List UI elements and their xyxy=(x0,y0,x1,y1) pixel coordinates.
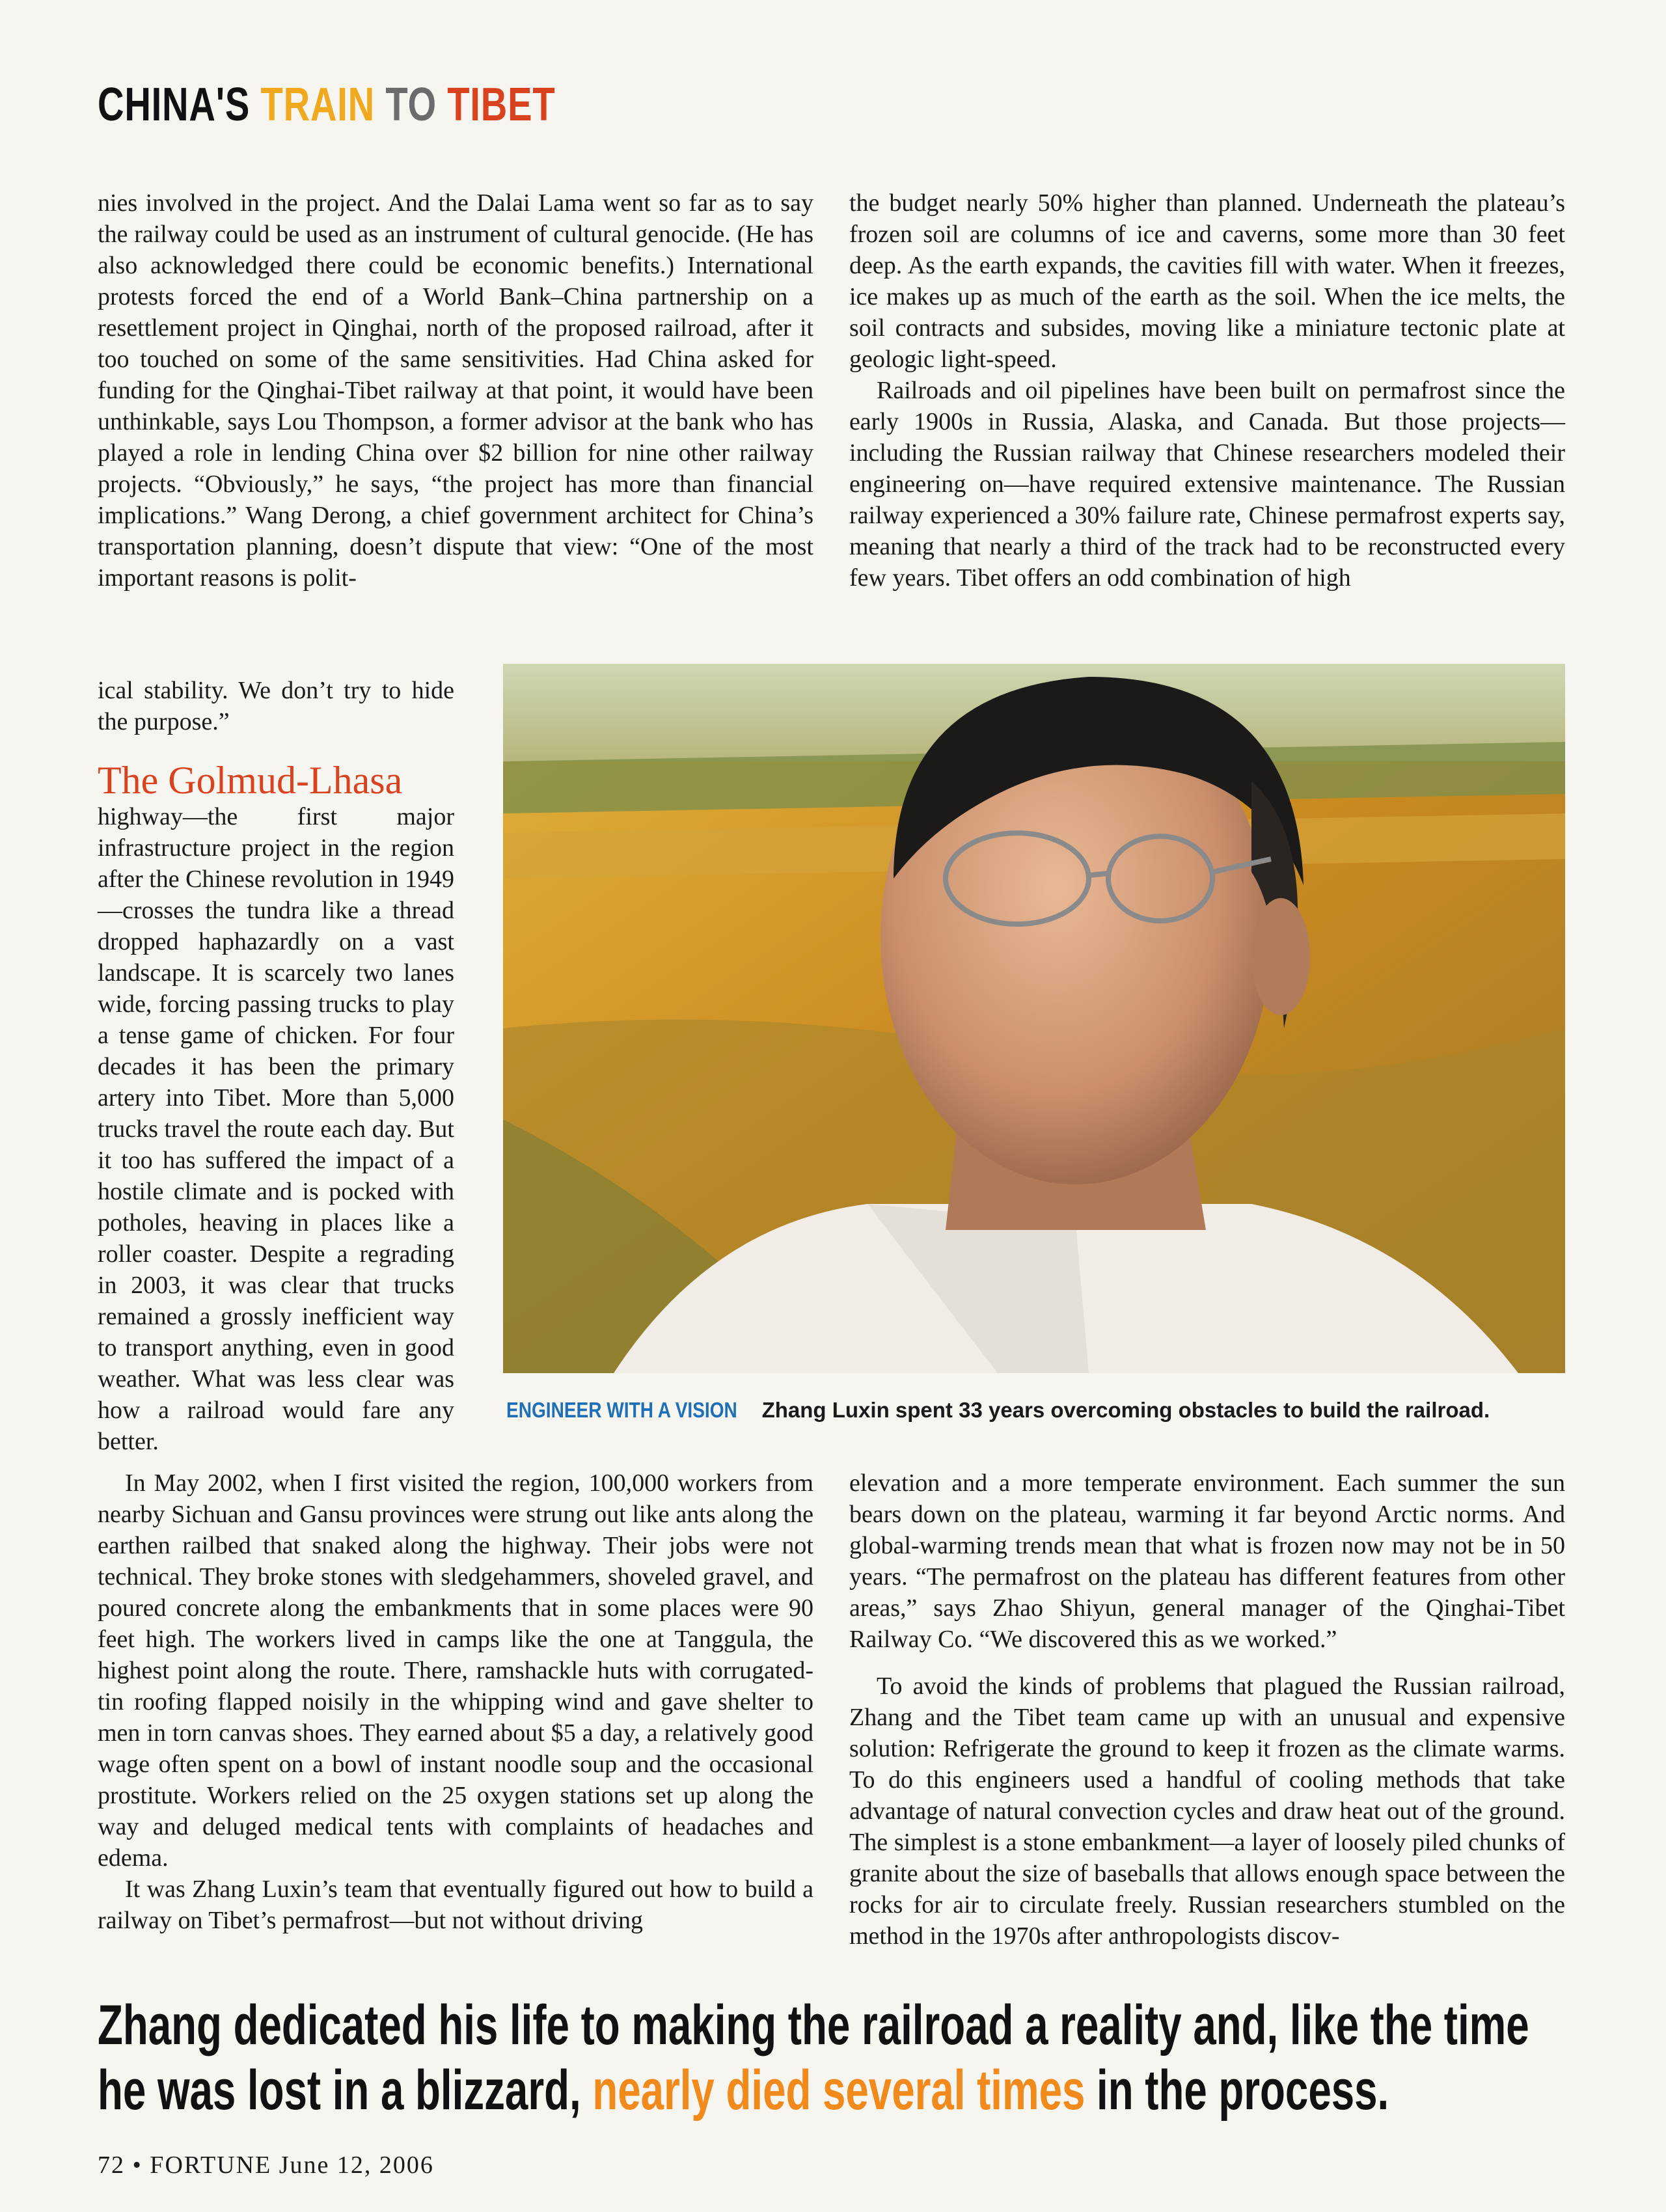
running-head-word: CHINA'S xyxy=(98,79,251,131)
running-head-word: TO xyxy=(385,79,437,131)
paragraph: It was Zhang Luxin’s team that eventually figured out how to build a railway on Tibet’s permafrost—but not without driving xyxy=(98,1876,813,1934)
caption-text: Zhang Luxin spent 33 years overcoming obstacles to build the railroad. xyxy=(761,1398,1490,1422)
running-head-word: TIBET xyxy=(447,79,556,131)
paragraph: ical stability. We don’t try to hide the purpose.” xyxy=(98,677,454,735)
pull-quote-text: he was lost in a blizzard, xyxy=(98,2059,593,2122)
pull-quote xyxy=(98,1993,1529,2123)
running-head-word: TRAIN xyxy=(260,79,375,131)
portrait-photo xyxy=(503,664,1565,1373)
paragraph: To avoid the kinds of problems that plagued the Russian railroad, Zhang and the Tibet team came up with an unusual and expensive solution: Refrigerate the ground to keep it frozen as the climate warms. To do this engineers used a handful of cooling methods that take advantage of natural convection cycles and draw heat out of the ground. The simplest is a stone embankment—a layer of loosely piled chunks of granite about the size of baseballs that allows enough space between the rocks for air to circulate freely. Russian researchers stumbled on the method in the 1970s after anthropologists discov- xyxy=(849,1673,1565,1950)
section-lead-in: The Golmud-Lhasa xyxy=(98,759,403,802)
paragraph: highway—the first major infrastructure project in the region after the Chinese revolution in 1949 —crosses the tundra like a thread dropped haphazardly on a vast landscape. It is scarcely two lanes wide, forcing passing trucks to play a tense game of chicken. For four decades it has been the primary artery into Tibet. More than 5,000 trucks travel the route each day. But it too has suffered the impact of a hostile climate and is pocked with potholes, heaving in places like a roller coaster. Despite a regrading in 2003, it was clear that trucks remained a grossly inefficient way to transport anything, even in good weather. What was less clear was how a railroad would fare any better. xyxy=(98,803,454,1455)
body-column-right-top xyxy=(849,187,1565,594)
pull-quote-line: Zhang dedicated his life to making the railroad a reality and, like the time xyxy=(98,1994,1529,2056)
pull-quote-text: in the process. xyxy=(1085,2059,1389,2122)
body-column-left-top xyxy=(98,187,813,594)
body-column-right-bottom xyxy=(849,1468,1565,1952)
running-head xyxy=(98,78,555,131)
portrait-illustration xyxy=(503,664,1565,1373)
paragraph: the budget nearly 50% higher than planned. Underneath the plateau’s frozen soil are columns of ice and caverns, some more than 30 feet deep. As the earth expands, the cavities fill with water. When it freezes, ice makes up as much of the earth as the soil. When the ice melts, the soil contracts and subsides, moving like a miniature tectonic plate at geologic light-speed. xyxy=(849,189,1565,373)
paragraph: In May 2002, when I first visited the region, 100,000 workers from nearby Sichuan and Gansu provinces were strung out like ants along the earthen railbed that snaked along the highway. Their jobs were not technical. They broke stones with sledgehammers, shoveled gravel, and poured concrete along the embankments that in some places were 90 feet high. The workers lived in camps like the one at Tanggula, the highest point along the route. There, ramshackle huts with corrugated-tin roofing flapped noisily in the whipping wind and gave shelter to men in torn canvas shoes. They earned about $5 a day, a relatively good wage often spent on a bowl of instant noodle soup and the occasional prostitute. Workers relied on the 25 oxygen stations set up along the way and deluged medical tents with complaints of headaches and edema. xyxy=(98,1469,813,1872)
photo-caption xyxy=(506,1398,1567,1423)
paragraph: elevation and a more temperate environment. Each summer the sun bears down on the plateau, warming it far beyond Arctic norms. And global-warming trends mean that what is frozen now may not be in 50 years. “The permafrost on the plateau has different features from other areas,” says Zhao Shiyun, general manager of the Qinghai-Tibet Railway Co. “We discovered this as we worked.” xyxy=(849,1469,1565,1653)
paragraph: nies involved in the project. And the Dalai Lama went so far as to say the railway could be used as an instrument of cultural genocide. (He has also acknowledged there could be economic benefits.) International protests forced the end of a World Bank–China partnership on a resettlement project in Qinghai, north of the proposed railroad, after it too touched on some of the same sensitivities. Had China asked for funding for the Qinghai-Tibet railway at that point, it would have been unthinkable, says Lou Thompson, a former advisor at the bank who has played a role in lending China over $2 billion for nine other railway projects. “Obviously,” he says, “the project has more than financial implications.” Wang Derong, a chief government architect for China’s transportation planning, doesn’t dispute that view: “One of the most important reasons is polit- xyxy=(98,189,813,592)
body-column-left-narrow xyxy=(98,675,454,1457)
paragraph: Railroads and oil pipelines have been built on permafrost since the early 1900s in Russia, Alaska, and Canada. But those projects—including the Russian railway that Chinese researchers modeled their engineering on—have required extensive maintenance. The Russian railway experienced a 30% failure rate, Chinese permafrost experts say, meaning that nearly a third of the track had to be reconstructed every few years. Tibet offers an odd combination of high xyxy=(849,377,1565,592)
body-column-left-bottom xyxy=(98,1468,813,1936)
caption-label: ENGINEER WITH A VISION xyxy=(506,1398,737,1422)
pull-quote-line xyxy=(98,2058,1389,2123)
page-footer: 72 • FORTUNE June 12, 2006 xyxy=(98,2151,434,2179)
pull-quote-highlight: nearly died several times xyxy=(592,2059,1086,2122)
